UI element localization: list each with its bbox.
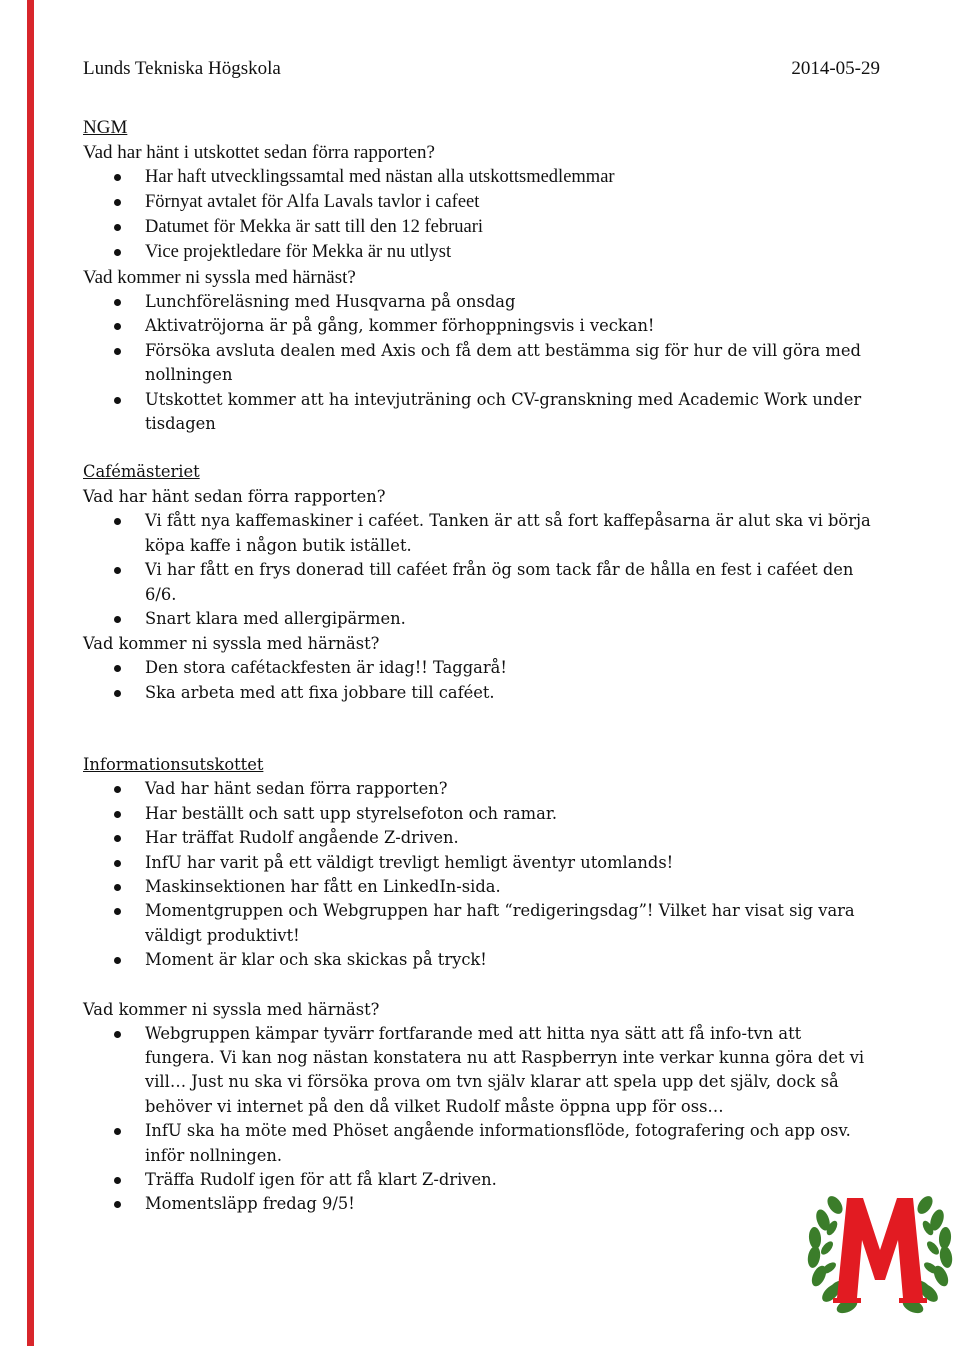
bullet-list [83, 656, 873, 705]
list-item: Vi fått nya kaffemaskiner i caféet. Tanken är att så fort kaffepåsarna är alut ska vi börja köpa kaffe i någon butik istället. [83, 509, 873, 558]
bullet-icon [114, 249, 121, 256]
bullet-icon [114, 397, 121, 404]
bullet-icon [114, 835, 121, 842]
list-item: Maskinsektionen har fått en LinkedIn-sida. [83, 875, 873, 899]
bullet-list [83, 509, 873, 631]
bullet-icon [114, 174, 121, 181]
list-item: InfU har varit på ett väldigt trevligt hemligt äventyr utomlands! [83, 851, 873, 875]
bullet-icon [114, 1201, 121, 1208]
bullet-icon [114, 1177, 121, 1184]
section-title: NGM [83, 117, 128, 138]
bullet-icon [114, 811, 121, 818]
question: Vad kommer ni syssla med härnäst? [83, 634, 380, 654]
page-header [83, 58, 880, 80]
bullet-list [83, 1022, 873, 1217]
list-item: Aktivatröjorna är på gång, kommer förhoppningsvis i veckan! [83, 314, 873, 338]
list-item: Vice projektledare för Mekka är nu utlyst [83, 240, 873, 265]
document-body [83, 115, 873, 1217]
list-item: Vad har hänt sedan förra rapporten? [83, 777, 873, 801]
bullet-icon [114, 957, 121, 964]
section-info [83, 752, 873, 1217]
bullet-icon [114, 1128, 121, 1135]
list-item: Lunchföreläsning med Husqvarna på onsdag [83, 290, 873, 314]
list-item: InfU ska ha möte med Phöset angående informationsflöde, fotografering och app osv. inför nollningen. [83, 1119, 873, 1168]
section-title: Cafémästeriet [83, 462, 200, 482]
bullet-list [83, 165, 873, 265]
list-item: Ska arbeta med att fixa jobbare till caféet. [83, 681, 873, 705]
bullet-icon [114, 348, 121, 355]
section-ngm [83, 115, 873, 436]
section-title: Informationsutskottet [83, 755, 264, 775]
bullet-icon [114, 908, 121, 915]
list-item: Momentsläpp fredag 9/5! [83, 1192, 873, 1216]
bullet-icon [114, 299, 121, 306]
list-item: Förnyat avtalet för Alfa Lavals tavlor i cafeet [83, 190, 873, 215]
bullet-icon [114, 616, 121, 623]
bullet-list [83, 777, 873, 972]
list-item: Webgruppen kämpar tyvärr fortfarande med att hitta nya sätt att få info-tvn att fungera. Vi kan nog nästan konstatera nu att Raspberryn inte verkar kunna göra det vi vill… Just nu ska vi försöka prova om tvn själv klarar att spela upp det själv, dock så behöver vi internet på den då vilket Rudolf måste öppna upp för oss… [83, 1022, 873, 1120]
list-item: Träffa Rudolf igen för att få klart Z-driven. [83, 1168, 873, 1192]
list-item: Den stora cafétackfesten är idag!! Taggarå! [83, 656, 873, 680]
bullet-icon [114, 224, 121, 231]
question: Vad har hänt i utskottet sedan förra rapporten? [83, 142, 435, 163]
bullet-icon [114, 860, 121, 867]
header-school: Lunds Tekniska Högskola [83, 58, 281, 79]
bullet-icon [114, 786, 121, 793]
bullet-icon [114, 518, 121, 525]
bullet-icon [114, 884, 121, 891]
list-item: Momentgruppen och Webgruppen har haft “redigeringsdag”! Vilket har visat sig vara väldigt produktivt! [83, 899, 873, 948]
list-item: Har beställt och satt upp styrelsefoton och ramar. [83, 802, 873, 826]
bullet-list [83, 290, 873, 436]
question: Vad har hänt sedan förra rapporten? [83, 487, 386, 507]
bullet-icon [114, 1031, 121, 1038]
section-cafe [83, 459, 873, 705]
list-item: Snart klara med allergipärmen. [83, 607, 873, 631]
list-item: Datumet för Mekka är satt till den 12 februari [83, 215, 873, 240]
question: Vad kommer ni syssla med härnäst? [83, 999, 380, 1019]
list-item: Har haft utvecklingssamtal med nästan alla utskottsmedlemmar [83, 165, 873, 190]
m-letter-icon [837, 1198, 923, 1298]
list-item: Har träffat Rudolf angående Z-driven. [83, 826, 873, 850]
list-item: Moment är klar och ska skickas på tryck! [83, 948, 873, 972]
header-date: 2014-05-29 [791, 58, 880, 79]
list-item: Försöka avsluta dealen med Axis och få dem att bestämma sig för hur de vill göra med nollningen [83, 339, 873, 388]
page-margin-line [27, 0, 34, 1346]
list-item: Vi har fått en frys donerad till caféet från ög som tack får de hålla en fest i caféet den 6/6. [83, 558, 873, 607]
bullet-icon [114, 665, 121, 672]
list-item: Utskottet kommer att ha intevjuträning och CV-granskning med Academic Work under tisdagen [83, 388, 873, 437]
m-laurel-logo-icon [805, 1180, 955, 1325]
question: Vad kommer ni syssla med härnäst? [83, 267, 356, 288]
bullet-icon [114, 567, 121, 574]
bullet-icon [114, 323, 121, 330]
bullet-icon [114, 199, 121, 206]
bullet-icon [114, 690, 121, 697]
